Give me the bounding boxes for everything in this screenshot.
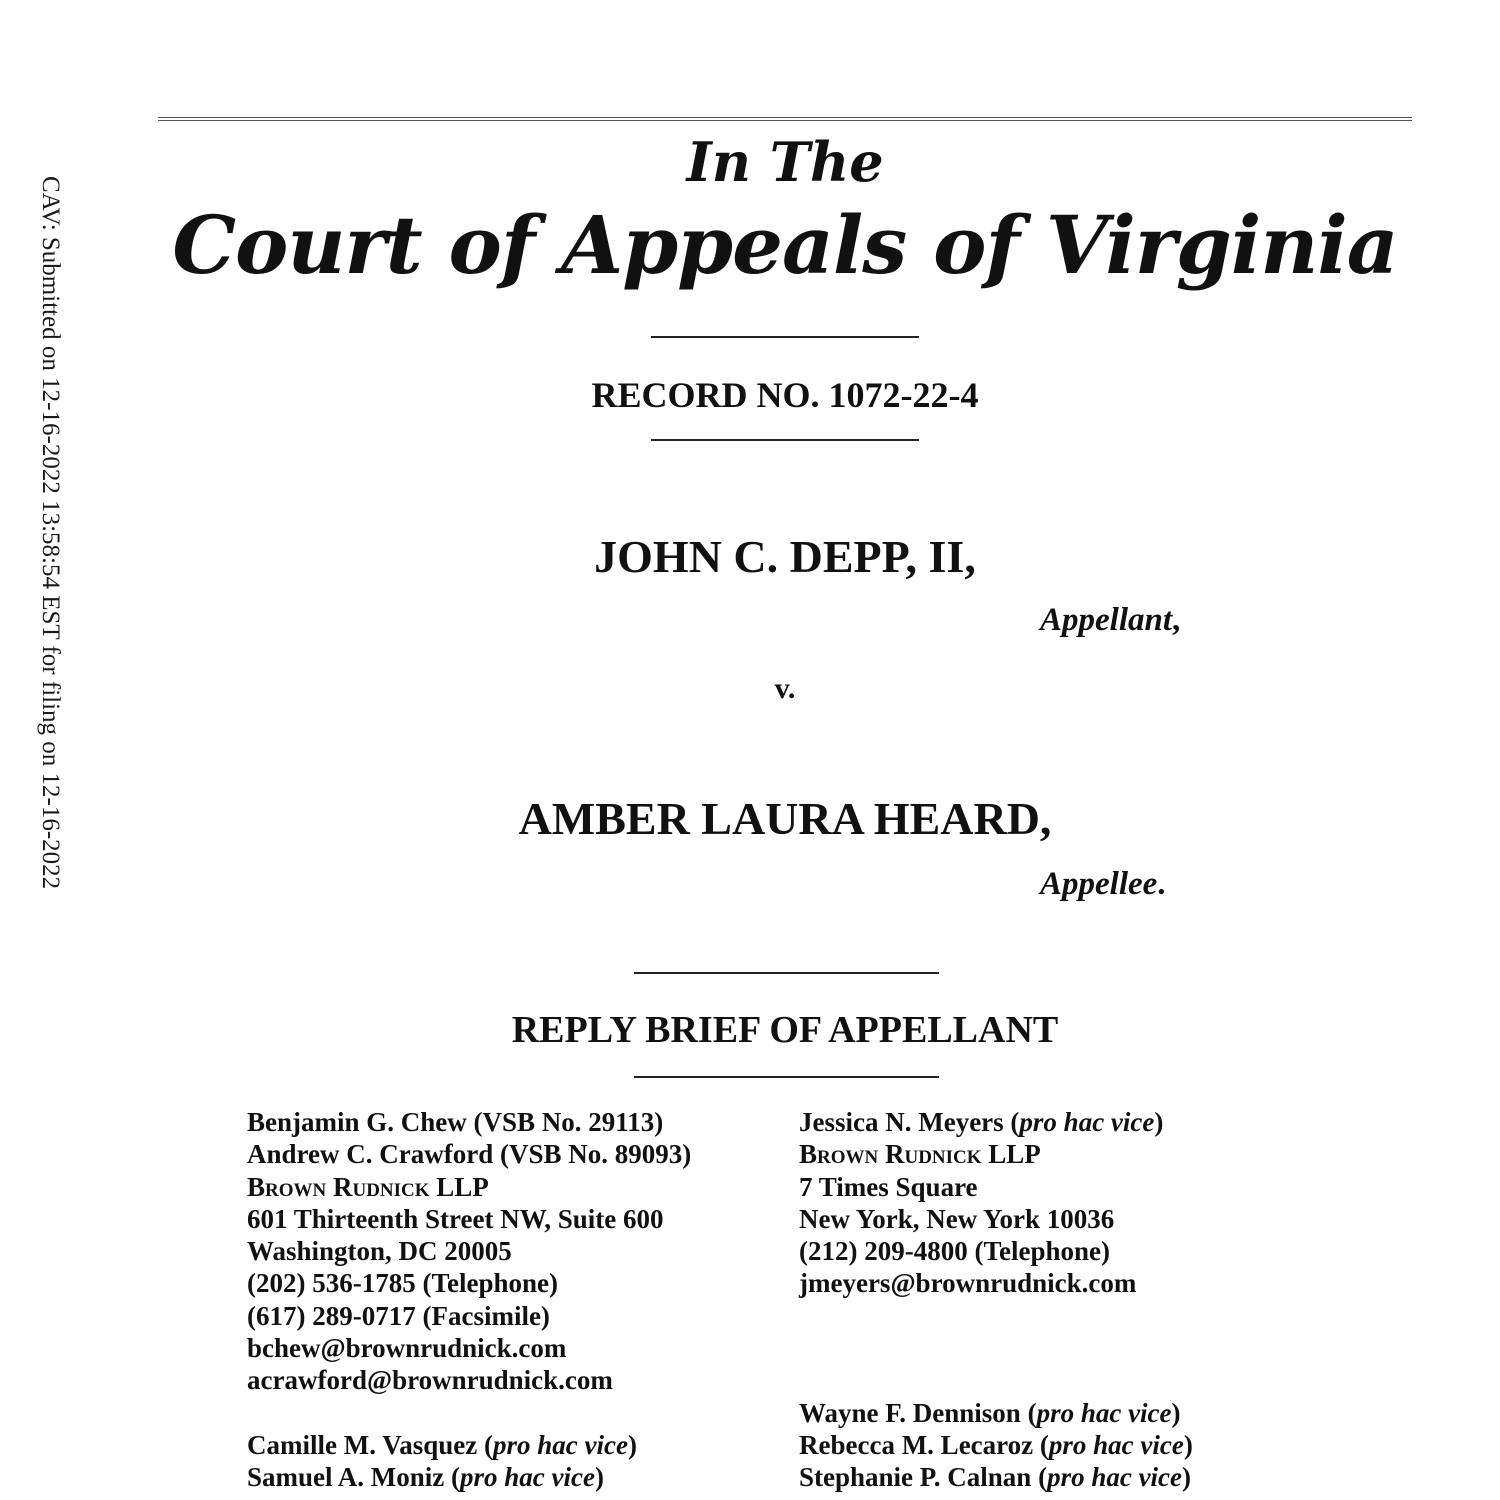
filing-stamp: CAV: Submitted on 12-16-2022 13:58:54 EST for filing on 12-16-2022	[37, 176, 64, 890]
spacer	[799, 1300, 1193, 1332]
email: bchew@brownrudnick.com	[247, 1333, 567, 1364]
counsel-line	[799, 1397, 1193, 1429]
court-heading-line1: In The	[686, 130, 884, 194]
counsel-line	[799, 1429, 1193, 1461]
address-line: 7 Times Square	[799, 1171, 978, 1202]
appellant-name: JOHN C. DEPP, II,	[594, 531, 976, 582]
counsel-line	[799, 1461, 1193, 1493]
paren: )	[1182, 1462, 1192, 1493]
appellant-role-punct: ,	[1172, 602, 1181, 638]
firm-name: Brown Rudnick LLP	[247, 1171, 489, 1202]
counsel-line	[247, 1429, 691, 1461]
appellant-role	[1040, 602, 1180, 639]
appellant-role-word: Appellant	[1040, 602, 1173, 638]
email: acrawford@brownrudnick.com	[247, 1365, 613, 1396]
spacer	[799, 1364, 1193, 1396]
email: jmeyers@brownrudnick.com	[799, 1268, 1137, 1299]
pro-hac-vice: pro hac vice	[1047, 1462, 1183, 1493]
paren: )	[1183, 1429, 1193, 1460]
spacer	[799, 1332, 1193, 1364]
document-title: REPLY BRIEF OF APPELLANT	[511, 1009, 1059, 1051]
divider	[634, 1076, 939, 1078]
address-line: New York, New York 10036	[799, 1203, 1115, 1234]
pro-hac-vice: pro hac vice	[1036, 1397, 1172, 1428]
divider	[651, 439, 919, 441]
attorney-name: Jessica N. Meyers (	[799, 1107, 1020, 1137]
facsimile: (617) 289-0717 (Facsimile)	[247, 1300, 550, 1331]
record-number: RECORD NO. 1072-22-4	[591, 375, 979, 415]
paren: )	[627, 1429, 637, 1460]
paren: )	[1171, 1397, 1181, 1428]
appellee-name: AMBER LAURA HEARD,	[518, 793, 1052, 844]
paren: )	[594, 1462, 604, 1493]
pro-hac-vice: pro hac vice	[493, 1429, 628, 1460]
counsel-line	[247, 1461, 691, 1493]
address-line: 601 Thirteenth Street NW, Suite 600	[247, 1203, 664, 1234]
pro-hac-vice: pro hac vice	[1048, 1429, 1184, 1460]
attorney-name: Camille M. Vasquez (	[247, 1429, 493, 1460]
pro-hac-vice: pro hac vice	[1019, 1107, 1155, 1137]
telephone: (212) 209-4800 (Telephone)	[799, 1236, 1110, 1267]
counsel-line	[799, 1106, 1193, 1138]
telephone: (202) 536-1785 (Telephone)	[247, 1268, 558, 1299]
paren: )	[1154, 1107, 1164, 1137]
attorney-name: Wayne F. Dennison (	[799, 1397, 1037, 1428]
appellee-role-punct: .	[1157, 866, 1166, 902]
counsel-left-column	[247, 1106, 691, 1494]
spacer	[247, 1397, 691, 1429]
attorney-name: Samuel A. Moniz (	[247, 1462, 460, 1493]
court-heading-line2: Court of Appeals of Virginia	[172, 198, 1398, 292]
top-rule	[158, 117, 1412, 121]
divider	[651, 336, 919, 338]
counsel-right-column	[799, 1106, 1193, 1494]
counsel-line: Benjamin G. Chew (VSB No. 29113)	[247, 1107, 664, 1137]
attorney-name: Stephanie P. Calnan (	[799, 1462, 1048, 1493]
counsel-line: Andrew C. Crawford (VSB No. 89093)	[247, 1139, 692, 1170]
versus: v.	[774, 672, 796, 705]
divider	[634, 972, 939, 974]
attorney-name: Rebecca M. Lecaroz (	[799, 1429, 1049, 1460]
address-line: Washington, DC 20005	[247, 1236, 512, 1267]
appellee-role-word: Appellee	[1040, 866, 1158, 902]
firm-name: Brown Rudnick LLP	[799, 1139, 1041, 1170]
appellee-role	[1040, 866, 1166, 903]
pro-hac-vice: pro hac vice	[460, 1462, 595, 1493]
